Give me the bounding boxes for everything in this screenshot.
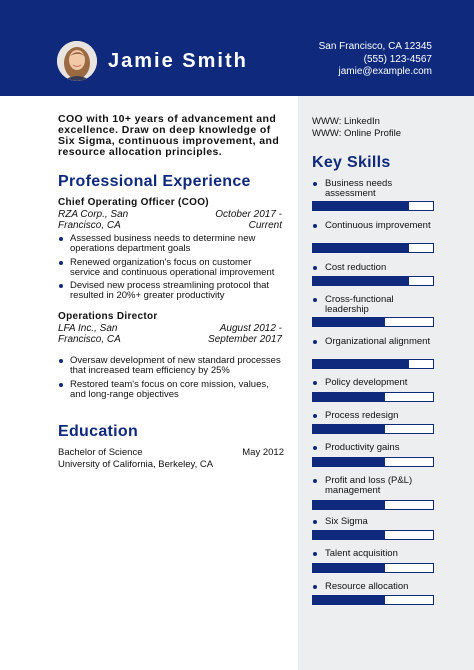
skill-bar-fill	[313, 360, 409, 368]
job-bullets	[58, 234, 284, 305]
skill-item	[312, 549, 434, 559]
skill-bar-fill	[313, 501, 385, 509]
skill-bar-fill	[313, 202, 409, 210]
skill-bar	[312, 530, 434, 540]
skill-bar	[312, 317, 434, 327]
skill-label: Productivity gains	[312, 443, 434, 453]
job-dates: August 2012 - September 2017	[208, 323, 282, 345]
profile-photo	[57, 41, 97, 81]
education-date: May 2012	[242, 447, 284, 458]
skill-label: Process redesign	[312, 411, 434, 421]
header-banner	[0, 0, 474, 96]
job-bullet: Renewed organization's focus on customer service and continuous operational improvement	[58, 258, 284, 279]
skill-item	[312, 476, 434, 496]
skill-bar-fill	[313, 318, 385, 326]
skill-bar-fill	[313, 425, 385, 433]
skill-item	[312, 378, 434, 388]
summary-text: COO with 10+ years of advancement and excellence. Draw on deep knowledge of Six Sigma, continuous improvement, and resource allocation principles.	[58, 113, 280, 158]
skill-label: Business needs assessment	[312, 179, 434, 199]
skill-bar-fill	[313, 596, 385, 604]
skill-label: Resource allocation	[312, 582, 434, 592]
skill-item	[312, 582, 434, 592]
skill-item	[312, 337, 434, 347]
skill-bar	[312, 392, 434, 402]
skill-bar	[312, 201, 434, 211]
skill-bar	[312, 563, 434, 573]
education-school: University of California, Berkeley, CA	[58, 459, 214, 470]
job-company: RZA Corp., San Francisco, CA	[58, 209, 129, 231]
job-bullet: Restored team's focus on core mission, values, and long-range objectives	[58, 380, 284, 401]
skill-label: Six Sigma	[312, 517, 434, 527]
contact-info	[319, 41, 432, 79]
skill-bar-fill	[313, 244, 409, 252]
web-links	[312, 116, 401, 139]
education-row	[58, 447, 284, 459]
skill-bar	[312, 424, 434, 434]
skill-label: Profit and loss (P&L) management	[312, 476, 434, 496]
job-bullets	[58, 356, 284, 403]
skill-item	[312, 179, 434, 199]
web-link-profile[interactable]: WWW: Online Profile	[312, 127, 402, 139]
candidate-name: Jamie Smith	[108, 50, 248, 72]
job-bullet: Assessed business needs to determine new operations department goals	[58, 234, 284, 255]
skill-bar	[312, 243, 434, 253]
web-link-linkedin[interactable]: WWW: LinkedIn	[312, 116, 380, 127]
skill-label: Talent acquisition	[312, 549, 434, 559]
skill-bar-fill	[313, 458, 385, 466]
skill-bar-fill	[313, 564, 385, 572]
job-dates: October 2017 - Current	[215, 209, 282, 231]
skill-label: Continuous improvement	[312, 221, 434, 231]
skill-item	[312, 221, 434, 231]
skill-bar	[312, 595, 434, 605]
skill-bar	[312, 359, 434, 369]
experience-heading: Professional Experience	[58, 173, 251, 190]
skill-item	[312, 295, 434, 315]
skill-bar-fill	[313, 531, 385, 539]
skill-bar	[312, 276, 434, 286]
job-bullet: Devised new process streamlining protocol that resulted in 20%+ greater productivity	[58, 281, 284, 302]
skill-item	[312, 263, 434, 273]
skill-item	[312, 411, 434, 421]
skill-item	[312, 517, 434, 527]
skill-label: Cross-functional leadership	[312, 295, 434, 315]
skill-bar	[312, 500, 434, 510]
skill-label: Policy development	[312, 378, 434, 388]
job-title: Operations Director	[58, 311, 158, 322]
skill-label: Organizational alignment	[312, 337, 434, 347]
job-company: LFA Inc., San Francisco, CA	[58, 323, 121, 345]
contact-phone: (555) 123-4567	[363, 53, 432, 65]
education-heading: Education	[58, 423, 139, 440]
contact-email: jamie@example.com	[338, 66, 432, 77]
contact-address: San Francisco, CA 12345	[318, 41, 432, 52]
skill-bar-fill	[313, 393, 385, 401]
skill-bar-fill	[313, 277, 409, 285]
skill-item	[312, 443, 434, 453]
education-degree: Bachelor of Science	[58, 447, 143, 458]
skill-bar	[312, 457, 434, 467]
job-bullet: Oversaw development of new standard processes that increased team efficiency by 25%	[58, 356, 284, 377]
job-title: Chief Operating Officer (COO)	[58, 197, 209, 208]
profile-photo-icon	[57, 41, 97, 81]
skill-label: Cost reduction	[312, 263, 434, 273]
skills-heading: Key Skills	[312, 154, 391, 171]
